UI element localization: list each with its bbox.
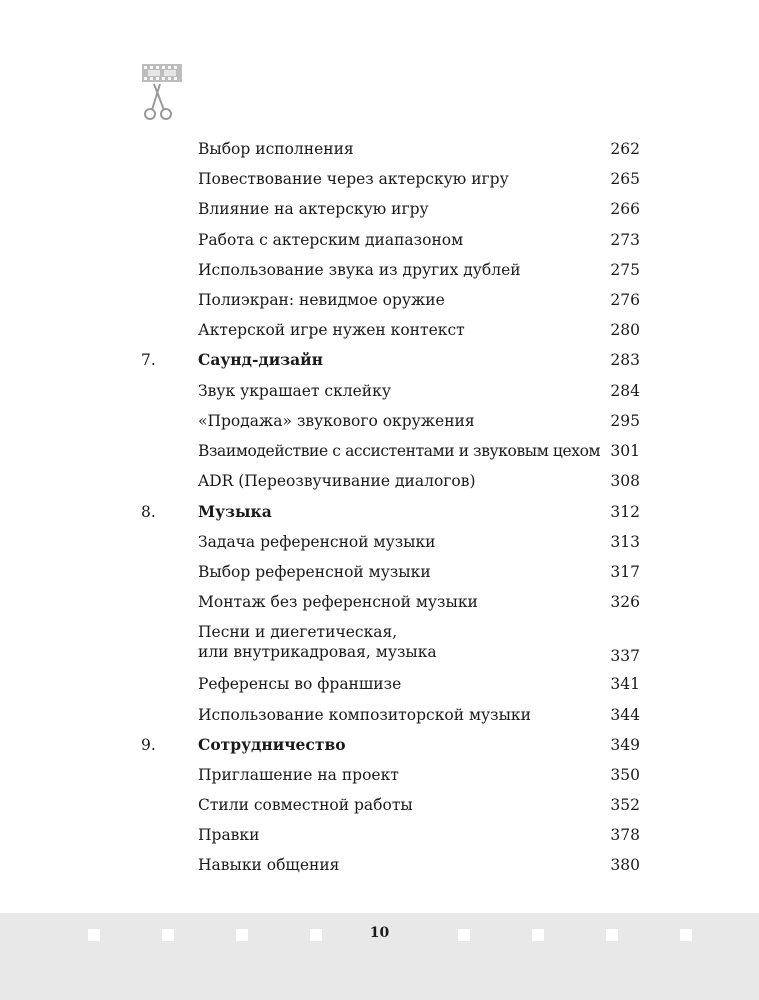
toc-title: Актерской игре нужен контекст: [198, 321, 465, 339]
toc-page-number: 275: [610, 261, 640, 279]
toc-title: Звук украшает склейку: [198, 382, 391, 400]
toc-entry: [0, 288, 759, 312]
toc-page-number: 326: [610, 593, 640, 611]
page-number: 10: [369, 925, 390, 941]
toc-title: Повествование через актерскую игру: [198, 170, 509, 188]
toc-page-number: 352: [610, 796, 640, 814]
toc-page-number: 337: [610, 647, 640, 665]
toc-page-number: 273: [610, 231, 640, 249]
toc-chapter-title: Музыка: [198, 502, 272, 521]
toc-entry: [0, 620, 759, 668]
toc-title: «Продажа» звукового окружения: [198, 412, 475, 430]
toc-title: Задача референсной музыки: [198, 533, 436, 551]
toc-title: Правки: [198, 826, 260, 844]
toc-entry: [0, 672, 759, 696]
toc-page-number: 284: [610, 382, 640, 400]
toc-entry: [0, 853, 759, 877]
page-footer: [0, 913, 759, 1000]
toc-page-number: 350: [610, 766, 640, 784]
toc-entry: [0, 469, 759, 493]
toc-entry: [0, 560, 759, 584]
toc-title: Референсы во франшизе: [198, 675, 402, 693]
toc-page-number: 344: [610, 706, 640, 724]
toc-title: ADR (Переозвучивание диалогов): [198, 472, 476, 490]
toc-entry: [0, 228, 759, 252]
toc-entry: [0, 703, 759, 727]
toc-entry: [0, 137, 759, 161]
toc-page-number: 283: [610, 351, 640, 369]
toc-entry: [0, 409, 759, 433]
toc-entry: [0, 763, 759, 787]
toc-page-number: 266: [610, 200, 640, 218]
toc-page-number: 349: [610, 736, 640, 754]
toc-entry: [0, 167, 759, 191]
toc-title: Использование звука из других дублей: [198, 261, 521, 279]
toc-title: Использование композиторской музыки: [198, 706, 531, 724]
toc-chapter-number: 8.: [141, 503, 156, 521]
toc-title: Монтаж без референсной музыки: [198, 593, 478, 611]
toc-title: Взаимодействие с ассистентами и звуковым цехом: [198, 442, 601, 460]
toc-entry: [0, 197, 759, 221]
toc-title: Выбор референсной музыки: [198, 563, 431, 581]
toc-page-number: 313: [610, 533, 640, 551]
toc-title: Влияние на актерскую игру: [198, 200, 429, 218]
toc-chapter-entry: [0, 733, 759, 757]
toc-page-number: 262: [610, 140, 640, 158]
toc-page-number: 317: [610, 563, 640, 581]
toc-page-number: 308: [610, 472, 640, 490]
toc-page-number: 380: [610, 856, 640, 874]
toc-entry: [0, 379, 759, 403]
toc-title: Полиэкран: невидмое оружие: [198, 291, 445, 309]
toc-page-number: 378: [610, 826, 640, 844]
toc-title: Работа с актерским диапазоном: [198, 231, 464, 249]
toc-entry: [0, 530, 759, 554]
toc-page-number: 276: [610, 291, 640, 309]
toc-title: Приглашение на проект: [198, 766, 399, 784]
toc-title: Стили совместной работы: [198, 796, 413, 814]
toc-entry: [0, 590, 759, 614]
toc-chapter-title: Саунд-дизайн: [198, 350, 324, 369]
toc-page-number: 295: [610, 412, 640, 430]
toc-chapter-title: Сотрудничество: [198, 735, 346, 754]
toc-entry: [0, 823, 759, 847]
toc-chapter-entry: [0, 348, 759, 372]
toc-title: Навыки общения: [198, 856, 340, 874]
toc-page-number: 301: [610, 442, 640, 460]
toc-entry: [0, 318, 759, 342]
toc-title: Песни и диегетическая, или внутрикадровая, музыка: [198, 623, 437, 661]
toc-entry: [0, 258, 759, 282]
toc-chapter-number: 9.: [141, 736, 156, 754]
toc-page-number: 280: [610, 321, 640, 339]
toc-chapter-number: 7.: [141, 351, 156, 369]
toc-page-number: 312: [610, 503, 640, 521]
toc-page-number: 265: [610, 170, 640, 188]
toc-entry: [0, 793, 759, 817]
toc-chapter-entry: [0, 500, 759, 524]
toc-page-number: 341: [610, 675, 640, 693]
toc-entry: [0, 439, 759, 463]
toc-title: Выбор исполнения: [198, 140, 354, 158]
